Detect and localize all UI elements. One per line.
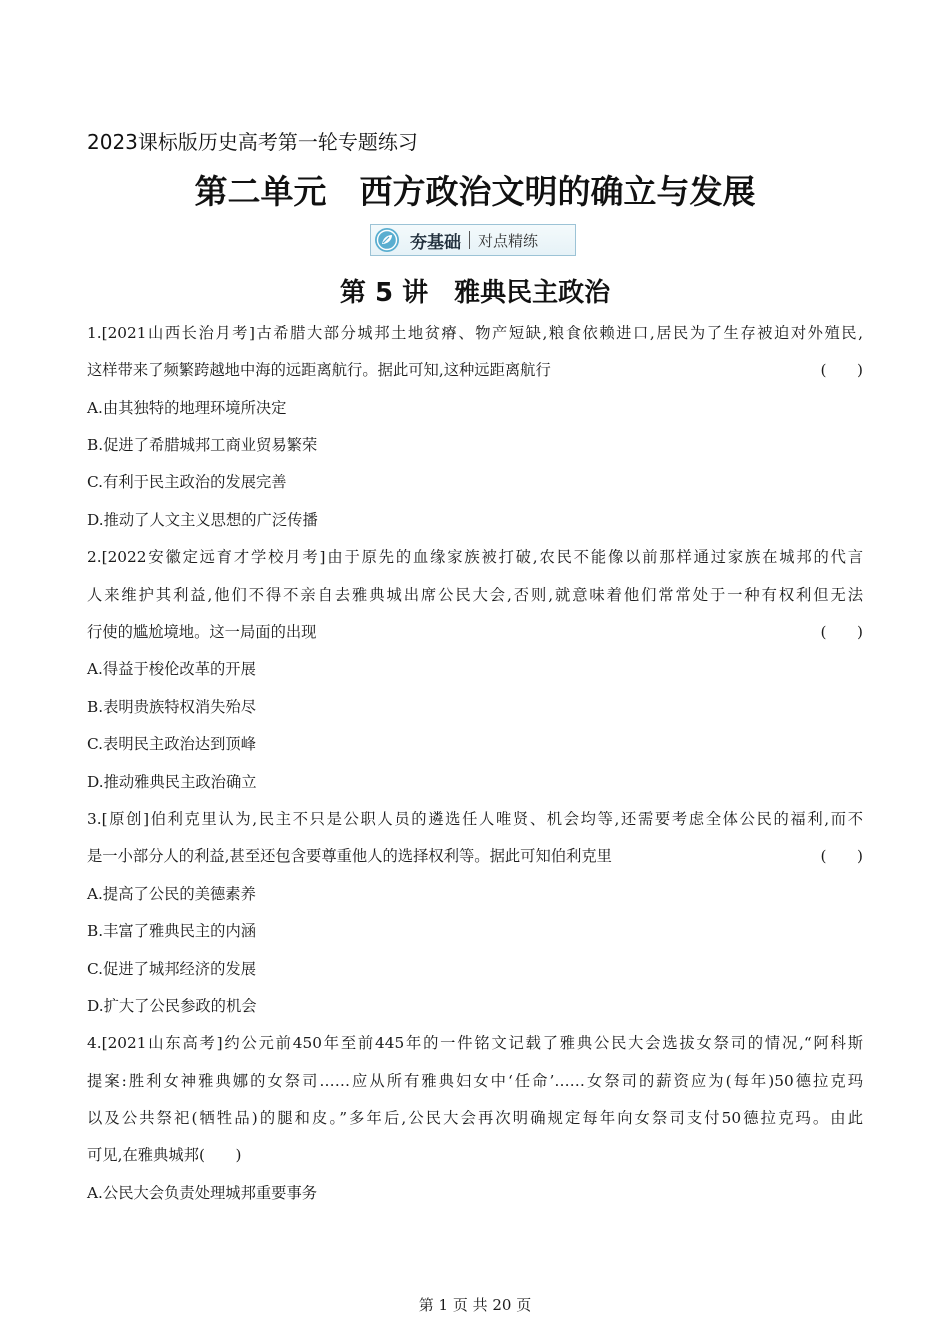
question-2-option-d: D.推动雅典民主政治确立	[87, 773, 257, 791]
unit-title: 第二单元 西方政治文明的确立与发展	[194, 172, 756, 211]
question-1-option-b: B.促进了希腊城邦工商业贸易繁荣	[87, 436, 318, 454]
question-1-line-1: 1.[2021山西长治月考]古希腊大部分城邦土地贫瘠、物产短缺,粮食依赖进口,居民为了生存被迫对外殖民,	[87, 324, 863, 342]
question-2-option-b: B.表明贵族特权消失殆尽	[87, 698, 257, 716]
section-badge	[370, 224, 576, 256]
question-1-line-2: 这样带来了频繁跨越地中海的远距离航行。据此可知,这种远距离航行	[87, 361, 551, 379]
question-1-answer-bracket: ( )	[820, 361, 863, 379]
question-3-option-d: D.扩大了公民参政的机会	[87, 997, 257, 1015]
question-3-option-a: A.提高了公民的美德素养	[87, 885, 256, 903]
question-2-line-1: 2.[2022安徽定远育才学校月考]由于原先的血缘家族被打破,农民不能像以前那样通过家族在城邦的代言	[87, 548, 863, 566]
series-title: 2023课标版历史高考第一轮专题练习	[87, 130, 418, 154]
leaf-icon	[374, 227, 400, 253]
page-footer: 第 1 页 共 20 页	[418, 1296, 532, 1314]
question-2-answer-bracket: ( )	[820, 623, 863, 641]
question-4-line-2: 提案:胜利女神雅典娜的女祭司……应从所有雅典妇女中‘任命’……女祭司的薪资应为(每年)50德拉克玛	[87, 1072, 863, 1090]
question-4-line-4: 可见,在雅典城邦( )	[87, 1146, 242, 1164]
lecture-title: 第 5 讲 雅典民主政治	[339, 278, 611, 308]
question-2-option-c: C.表明民主政治达到顶峰	[87, 735, 256, 753]
badge-sub-label: 对点精练	[478, 231, 539, 250]
question-4-line-1: 4.[2021山东高考]约公元前450年至前445年的一件铭文记载了雅典公民大会选拔女祭司的情况,“阿科斯	[87, 1034, 863, 1052]
question-4-line-3: 以及公共祭祀(牺牲品)的腿和皮。”多年后,公民大会再次明确规定每年向女祭司支付50德拉克玛。由此	[87, 1109, 863, 1127]
question-3-option-b: B.丰富了雅典民主的内涵	[87, 922, 257, 940]
question-1-option-c: C.有利于民主政治的发展完善	[87, 473, 287, 491]
badge-divider	[469, 231, 470, 249]
question-2-option-a: A.得益于梭伦改革的开展	[87, 660, 256, 678]
question-1-option-a: A.由其独特的地理环境所决定	[87, 399, 287, 417]
question-1-option-d: D.推动了人文主义思想的广泛传播	[87, 511, 318, 529]
badge-main-label: 夯基础	[410, 232, 461, 253]
question-3-line-1: 3.[原创]伯利克里认为,民主不只是公职人员的遴选任人唯贤、机会均等,还需要考虑全体公民的福利,而不	[87, 810, 863, 828]
question-2-line-3: 行使的尴尬境地。这一局面的出现	[87, 623, 317, 641]
question-3-option-c: C.促进了城邦经济的发展	[87, 960, 256, 978]
question-4-option-a: A.公民大会负责处理城邦重要事务	[87, 1184, 318, 1202]
question-3-answer-bracket: ( )	[820, 847, 863, 865]
question-2-line-2: 人来维护其利益,他们不得不亲自去雅典城出席公民大会,否则,就意味着他们常常处于一种有权利但无法	[87, 586, 863, 604]
question-3-line-2: 是一小部分人的利益,甚至还包含要尊重他人的选择权利等。据此可知伯利克里	[87, 847, 612, 865]
